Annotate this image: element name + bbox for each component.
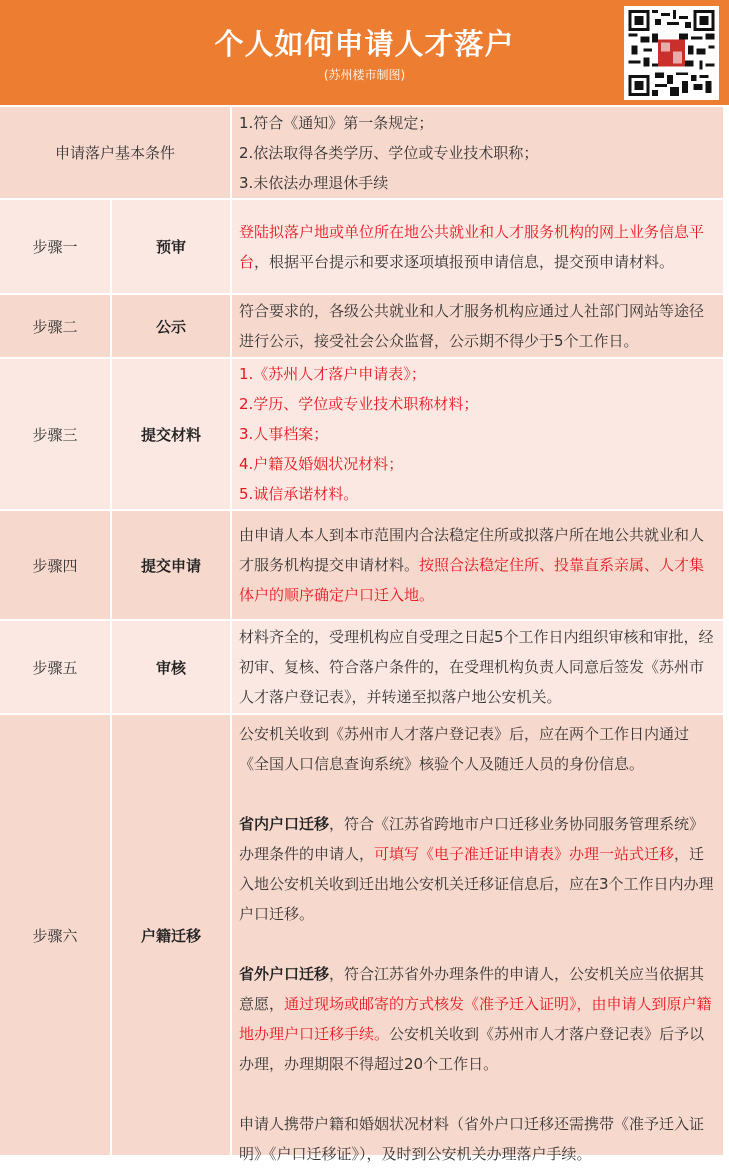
list-item: 5.诚信承诺材料。 <box>239 485 359 503</box>
page-subtitle: (苏州楼市制图) <box>323 68 406 82</box>
description-text: 由申请人本人到本市范围内合法稳定住所或拟落户所在地公共就业和人才服务机构提交申请材料。 <box>239 526 705 574</box>
paragraph-inter-province: 省外户口迁移，符合江苏省外办理条件的申请人，公安机关应当依据其意愿，通过现场或邮寄的方式核发《准予迁入证明》，由申请人到原户籍地办理户口迁移手续。公安机关收到《苏州市人才落户登记表》后予以办理，办理期限不得超过20个工作日。 <box>239 965 712 1073</box>
description-text: 符合要求的，各级公共就业和人才服务机构应通过人社部门网站等途径进行公示，接受社会公众监督，公示期不得少于5个工作日。 <box>239 302 705 350</box>
step-label: 步骤三 <box>0 359 110 509</box>
step-label: 步骤一 <box>0 200 110 293</box>
step-description <box>232 715 723 1163</box>
list-item: 3.未依法办理退休手续 <box>239 174 389 192</box>
page-header <box>0 0 729 105</box>
description-text: 材料齐全的，受理机构应自受理之日起5个工作日内组织审核和审批，经初审、复核、符合落户条件的，在受理机构负责人同意后签发《苏州市人才落户登记表》，并转递至拟落户地公安机关。 <box>239 628 714 706</box>
table-row-step-1 <box>0 200 723 293</box>
highlight-text: 通过现场或邮寄的方式核发《准予迁入证明》，由申请人到原户籍地办理户口迁移手续。 <box>239 995 712 1043</box>
qr-code-icon <box>624 6 719 100</box>
step-description <box>232 511 723 619</box>
list-item: 4.户籍及婚姻状况材料； <box>239 455 404 473</box>
step-name: 提交申请 <box>112 511 230 619</box>
step-name: 户籍迁移 <box>112 715 230 1155</box>
step-label: 步骤四 <box>0 511 110 619</box>
step-label: 步骤五 <box>0 621 110 713</box>
description-text: ，根据平台提示和要求逐项填报预申请信息，提交预申请材料。 <box>254 252 675 271</box>
paragraph-final: 申请人携带户籍和婚姻状况材料（省外户口迁移还需携带《准予迁入证明》《户口迁移证》），及时到公安机关办理落户手续。 <box>239 1115 705 1163</box>
table-row-step-2 <box>0 295 723 357</box>
table-row-step-6 <box>0 715 723 1163</box>
paragraph-verification: 公安机关收到《苏州市人才落户登记表》后，应在两个工作日内通过《全国人口信息查询系统》核验个人及随迁人员的身份信息。 <box>239 725 690 773</box>
bold-heading: 省外户口迁移 <box>239 965 330 983</box>
list-item: 1.《苏州人才落户申请表》； <box>239 365 426 383</box>
step-name: 提交材料 <box>112 359 230 509</box>
highlight-text: 按照合法稳定住所、投靠直系亲属、人才集体户的顺序确定户口迁入地。 <box>239 556 705 604</box>
page-title: 个人如何申请人才落户 <box>214 27 515 61</box>
list-item: 1.符合《通知》第一条规定； <box>239 114 434 132</box>
highlight-text: 可填写《电子准迁证申请表》办理一站式迁移 <box>374 845 675 863</box>
highlight-text: 登陆拟落户地或单位所在地公共就业和人才服务机构的网上业务信息平台 <box>239 222 705 271</box>
list-item: 2.依法取得各类学历、学位或专业技术职称； <box>239 144 539 162</box>
basic-conditions-list <box>232 107 723 198</box>
step-label: 步骤二 <box>0 295 110 357</box>
step-description <box>232 621 723 713</box>
basic-conditions-label: 申请落户基本条件 <box>0 107 230 198</box>
bold-heading: 省内户口迁移 <box>239 815 330 833</box>
step-name: 公示 <box>112 295 230 357</box>
step-label: 步骤六 <box>0 715 110 1155</box>
table-row-basic-conditions <box>0 107 723 198</box>
step-name: 审核 <box>112 621 230 713</box>
step-description <box>232 295 723 357</box>
table-row-step-4 <box>0 511 723 619</box>
step-name: 预审 <box>112 200 230 293</box>
materials-list <box>232 359 723 509</box>
table-row-step-5 <box>0 621 723 713</box>
paragraph-intra-province: 省内户口迁移，符合《江苏省跨地市户口迁移业务协同服务管理系统》办理条件的申请人，可填写《电子准迁证申请表》办理一站式迁移，迁入地公安机关收到迁出地公安机关迁移证信息后，应在3个工作日内办理户口迁移。 <box>239 815 714 923</box>
list-item: 3.人事档案； <box>239 425 329 443</box>
list-item: 2.学历、学位或专业技术职称材料； <box>239 395 479 413</box>
step-description <box>232 200 723 293</box>
table-row-step-3 <box>0 359 723 509</box>
